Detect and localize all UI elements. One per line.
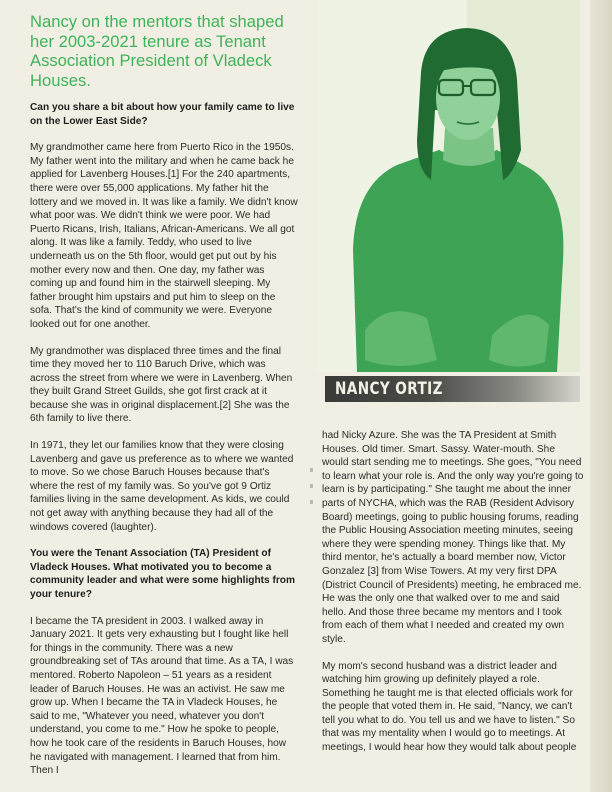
question-ta-president: You were the Tenant Association (TA) President of Vladeck Houses. What motivated you to become a community leader and what were some highlights from your tenure?	[30, 548, 295, 600]
staple-mark	[310, 484, 313, 488]
page-edge	[590, 0, 612, 792]
staple-mark	[310, 500, 313, 504]
answer-paragraph: In 1971, they let our families know that they were closing Lavenberg and gave us preference as to where we wanted to move. So we chose Baruch Houses because that's where the rest of my family was. So you've got 9 Ortiz families living in the same development. As kids, we could not get away with anything because they had all of the windows covered (laughter).	[30, 440, 294, 533]
answer-paragraph: had Nicky Azure. She was the TA President at Smith Houses. Old timer. Smart. Sassy. Water-mouth. She would start sending me to meetings. She goes, "You need to learn what your role is. And the only way you're going to learn is by participating." She taught me about the inner parts of NYCHA, which was the RAB (Resident Advisory Board) meetings, going to public housing forums, reading the Public Housing Association meeting minutes, seeing where they were spending money. Things like that. My third mentor, he's actually a board member now, Victor Gonzalez [3] from Wise Towers. At my very first DPA (District Council of Presidents) meeting, he embraced me. He was the only one that walked over to me and said hello. And those three became my mentors and I took from each of them what I needed and created my own style.	[322, 430, 584, 645]
question-family-history: Can you share a bit about how your family came to live on the Lower East Side?	[30, 102, 295, 127]
article-title: Nancy on the mentors that shaped her 2003-2021 tenure as Tenant Association President of Vladeck Houses.	[30, 12, 284, 90]
right-column	[322, 429, 584, 768]
answer-paragraph: My grandmother came here from Puerto Rico in the 1950s. My father went into the military and when he came back he applied for Lavenberg Houses.[1] For the 240 apartments, there were over 55,000 applications. My father hit the lottery and we moved in. It was like a family. We didn't know what poor was. We didn't think we were poor. We had Puerto Ricans, Irish, Italians, African-Americans. We all got along. It was like a family. Teddy, who used to live underneath us on the 5th floor, would get put out by his mother every now and then. One day, my father was coming up and found him in the stairwell sleeping. My father brought him upstairs and put him to sleep on the sofa. That's the kind of community we were. Everyone looked out for one another.	[30, 142, 298, 330]
left-column	[30, 101, 298, 791]
answer-paragraph: I became the TA president in 2003. I walked away in January 2021. It gets very exhausting but I fought like hell for things in the community. There was a new groundbreaking set of TAs around that time. As a TA, I was mentored. Roberto Napoleon – 51 years as a resident leader of Baruch Houses. He was an activist. He saw me grow up. When I became the TA in Vladeck Houses, he said to me, "Whatever you need, whatever you don't understand, you come to me." How he spoke to people, how he took care of the residents in Baruch Houses, how he navigated with management. I learned that from him. Then I	[30, 615, 294, 777]
staple-mark	[310, 468, 313, 472]
portrait-photo	[317, 0, 580, 372]
name-caption-bar	[325, 376, 580, 402]
answer-paragraph: My grandmother was displaced three times and the final time they moved her to 110 Baruch Drive, which was across the street from where we were in Lavenberg. When they built Grand Street Guilds, she got first crack at it because she was in original displacement.[2] She was the 6th family to live there.	[30, 345, 293, 425]
portrait-illustration	[317, 0, 580, 372]
name-caption: NANCY ORTIZ	[335, 379, 443, 399]
answer-paragraph: My mom's second husband was a district leader and watching him growing up definitely played a role. Something he taught me is that elected officials work for the people that voted them in. He said, "Nancy, we can't tell you what to do. You tell us and we have to listen." So that was my mentality when I would go to meetings. At meetings, I would hear how they would talk about people	[322, 660, 577, 754]
